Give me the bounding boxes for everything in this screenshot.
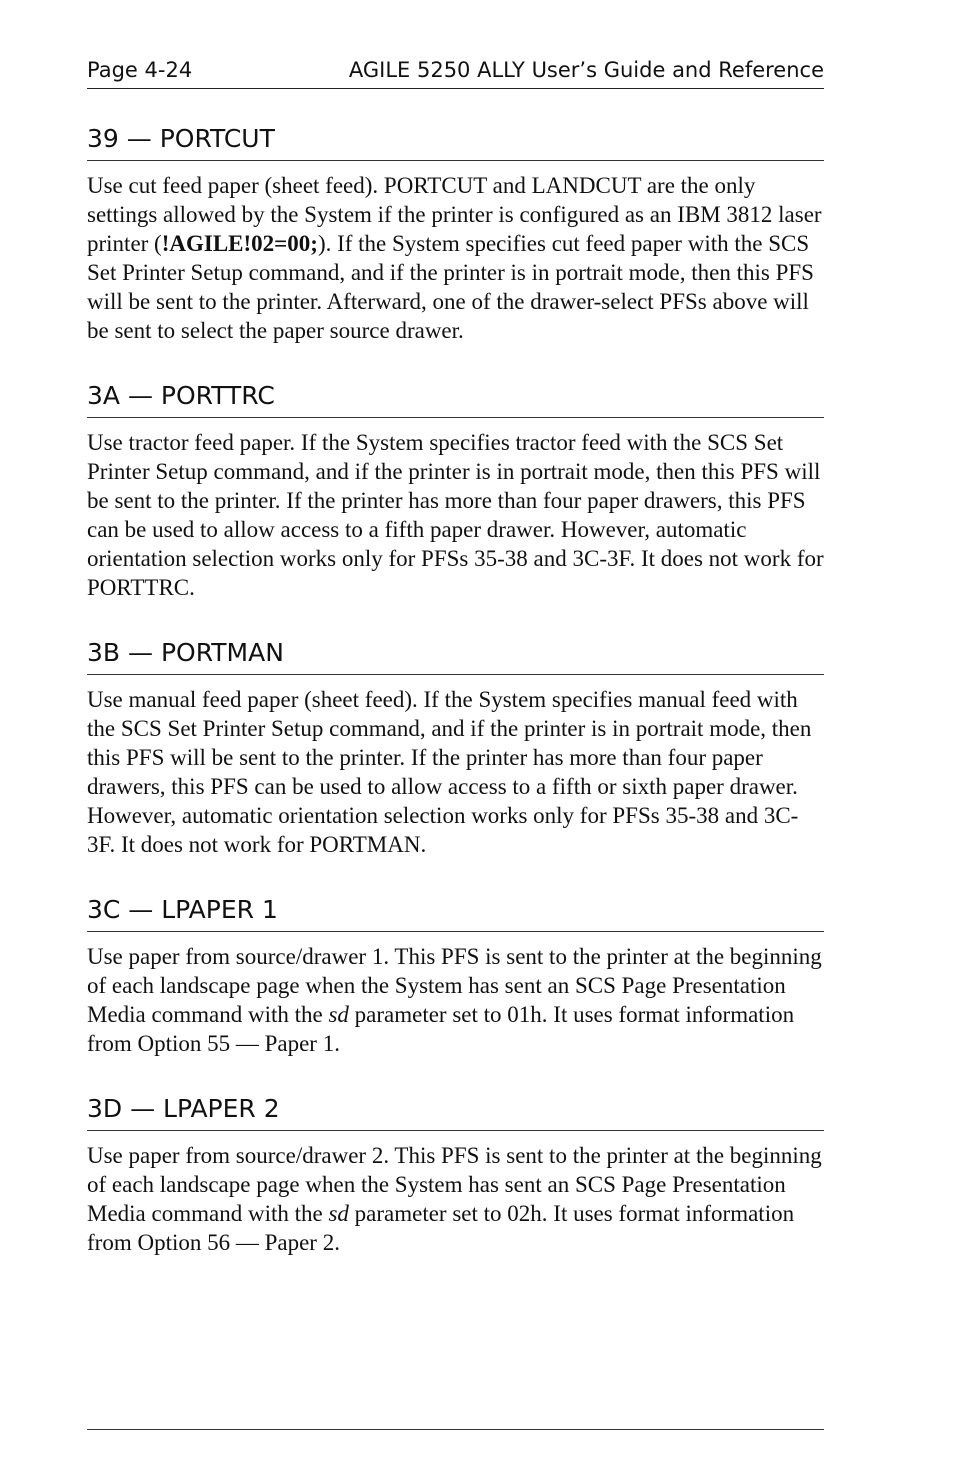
command-code: !AGILE!02=00; — [161, 231, 318, 256]
section-body: Use manual feed paper (sheet feed). If the System specifies manual feed with the SCS Set Printer Setup command, and if the printer is in portrait mode, then this PFS will be sent to the printer. If the printer has more than four paper drawers, this PFS can be used to allow access to a fifth or sixth paper drawer. However, automatic orientation selection works only for PFSs 35-38 and 3C-3F. It does not work for PORTMAN. — [87, 687, 812, 857]
section-body: Use cut feed paper (sheet feed). PORTCUT and LANDCUT are the only settings allowed by the System if the printer is configured as an IBM 3812 laser printer (!AGILE!02=00;). If the System specifies cut feed paper with the SCS Set Printer Setup command, and if the printer is in portrait mode, then this PFS will be sent to the printer. Afterward, one of the drawer-select PFSs above will be sent to select the paper source drawer. — [87, 173, 822, 343]
section-heading: 3A — PORTTRC — [87, 381, 824, 418]
section-heading: 3B — PORTMAN — [87, 638, 824, 675]
section-body: Use tractor feed paper. If the System specifies tractor feed with the SCS Set Printer Setup command, and if the printer is in portrait mode, then this PFS will be sent to the printer. If the printer has more than four paper drawers, this PFS can be used to allow access to a fifth paper drawer. However, automatic orientation selection works only for PFSs 35-38 and 3C-3F. It does not work for PORTTRC. — [87, 430, 824, 600]
page-number: Page 4-24 — [87, 58, 193, 82]
footer-rule — [87, 1429, 824, 1430]
running-header — [87, 58, 824, 89]
section-39-portcut — [87, 124, 824, 345]
section-heading: 3C — LPAPER 1 — [87, 895, 824, 932]
section-3c-lpaper-1 — [87, 895, 824, 1058]
parameter-sd: sd — [328, 1201, 349, 1226]
document-page — [87, 0, 824, 1475]
book-title: AGILE 5250 ALLY User’s Guide and Reference — [348, 58, 824, 82]
section-body: Use paper from source/drawer 2. This PFS is sent to the printer at the beginning of each landscape page when the System has sent an SCS Page Presentation Media command with the sd parameter set to 02h. It uses format information from Option 56 — Paper 2. — [87, 1143, 822, 1255]
section-body: Use paper from source/drawer 1. This PFS is sent to the printer at the beginning of each landscape page when the System has sent an SCS Page Presentation Media command with the sd parameter set to 01h. It uses format information from Option 55 — Paper 1. — [87, 944, 822, 1056]
section-3d-lpaper-2 — [87, 1094, 824, 1257]
parameter-sd: sd — [328, 1002, 349, 1027]
section-3a-porttrc — [87, 381, 824, 602]
section-heading: 39 — PORTCUT — [87, 124, 824, 161]
section-heading: 3D — LPAPER 2 — [87, 1094, 824, 1131]
section-3b-portman — [87, 638, 824, 859]
